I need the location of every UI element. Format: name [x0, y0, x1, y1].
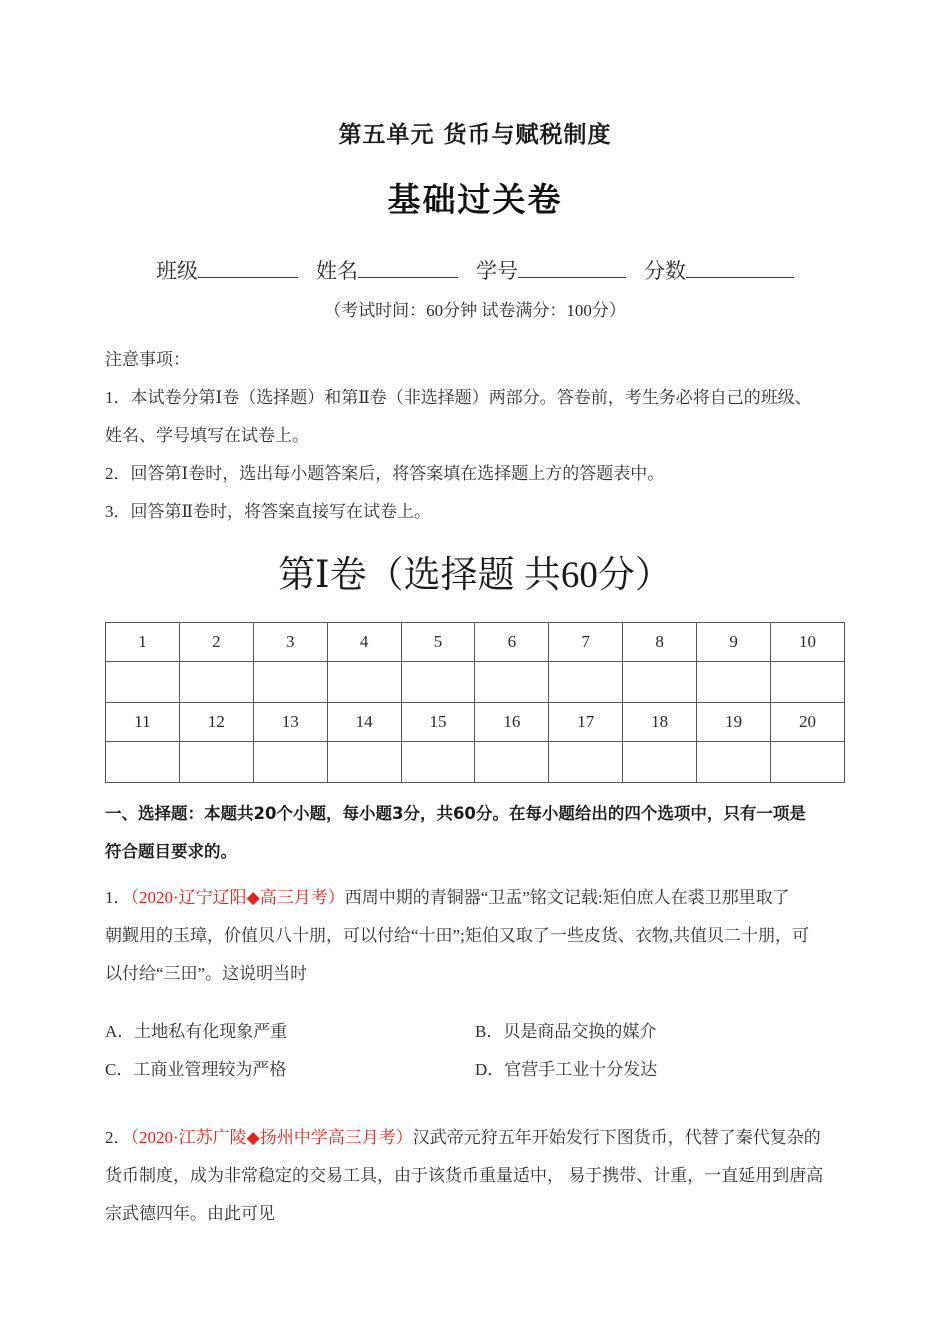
question-1-option-b[interactable]: B．贝是商品交换的媒介	[475, 1022, 657, 1042]
question-2-number: 2．	[105, 1128, 131, 1148]
table-cell: 1	[106, 623, 180, 662]
answer-cell[interactable]	[179, 662, 253, 703]
answer-sheet-table	[105, 622, 845, 783]
question-1-stem-part-1: 西周中期的青铜器“卫盂”铭文记载:矩伯庶人在裘卫那里取了	[344, 888, 790, 908]
question-1-number: 1．	[105, 888, 131, 908]
notes-item-1-line-1: 1．本试卷分第Ⅰ卷（选择题）和第Ⅱ卷（非选择题）两部分。答卷前，考生务必将自己的班级、	[105, 388, 812, 408]
answer-cell[interactable]	[106, 742, 180, 783]
answer-cell[interactable]	[401, 742, 475, 783]
question-2	[105, 1119, 845, 1233]
table-cell: 2	[179, 623, 253, 662]
score-label: 分数	[644, 259, 686, 284]
answer-cell[interactable]	[253, 662, 327, 703]
question-1-options-row-2	[105, 1051, 845, 1089]
answer-cell[interactable]	[549, 742, 623, 783]
question-2-line-3: 宗武德四年。由此可见	[105, 1204, 275, 1224]
question-1-line-1	[105, 879, 845, 917]
table-cell: 9	[697, 623, 771, 662]
class-blank[interactable]	[198, 260, 298, 278]
question-2-stem-part-1: 汉武帝元狩五年开始发行下图货币，代替了秦代复杂的	[412, 1128, 821, 1148]
answer-cell[interactable]	[623, 742, 697, 783]
table-cell: 14	[327, 703, 401, 742]
table-cell: 17	[549, 703, 623, 742]
multiple-choice-section-heading	[105, 795, 845, 871]
section-heading-line-1: 一、选择题：本题共20个小题，每小题3分，共60分。在每小题给出的四个选项中，只有一项是	[105, 804, 806, 824]
table-cell: 18	[623, 703, 697, 742]
table-row-numbers-11-20	[106, 703, 845, 742]
question-1-line-2: 朝觐用的玉璋，价值贝八十朋，可以付给“十田”;矩伯又取了一些皮货、衣物,共值贝二十朋，可	[105, 926, 810, 946]
table-cell: 4	[327, 623, 401, 662]
table-cell: 12	[179, 703, 253, 742]
score-blank[interactable]	[686, 260, 794, 278]
answer-cell[interactable]	[549, 662, 623, 703]
student-id-label: 学号	[476, 259, 518, 284]
name-label: 姓名	[316, 259, 358, 284]
question-1-option-c[interactable]: C．工商业管理较为严格	[105, 1060, 287, 1080]
answer-cell[interactable]	[697, 742, 771, 783]
question-1-options-row-1	[105, 1013, 845, 1051]
section-heading-line-2: 符合题目要求的。	[105, 842, 237, 862]
answer-cell[interactable]	[327, 742, 401, 783]
page-content	[105, 0, 845, 1233]
question-1-options	[105, 1013, 845, 1089]
question-2-line-1	[105, 1119, 845, 1157]
table-cell: 10	[771, 623, 845, 662]
question-2-line-2: 货币制度，成为非常稳定的交易工具，由于该货币重量适中， 易于携带、计重，一直延用到唐高	[105, 1166, 824, 1186]
name-blank[interactable]	[358, 260, 458, 278]
question-1-option-a[interactable]: A．土地私有化现象严重	[105, 1022, 288, 1042]
table-cell: 6	[475, 623, 549, 662]
notes-block	[105, 341, 845, 531]
answer-cell[interactable]	[771, 742, 845, 783]
table-row-numbers-1-10	[106, 623, 845, 662]
notes-heading: 注意事项：	[105, 350, 190, 370]
answer-cell[interactable]	[697, 662, 771, 703]
answer-cell[interactable]	[475, 742, 549, 783]
notes-item-3: 3．回答第Ⅱ卷时，将答案直接写在试卷上。	[105, 502, 432, 522]
class-label: 班级	[156, 259, 198, 284]
identity-fields-row	[105, 255, 845, 285]
answer-cell[interactable]	[253, 742, 327, 783]
question-1-source-tag: （2020·辽宁辽阳◆高三月考）	[130, 888, 345, 908]
question-1	[105, 879, 845, 993]
table-row-answers-11-20[interactable]	[106, 742, 845, 783]
question-1-line-3: 以付给“三田”。这说明当时	[105, 964, 308, 984]
paper-title: 基础过关卷	[387, 179, 563, 219]
notes-item-1-line-2: 姓名、学号填写在试卷上。	[105, 426, 309, 446]
table-cell: 19	[697, 703, 771, 742]
table-cell: 8	[623, 623, 697, 662]
table-cell: 7	[549, 623, 623, 662]
exam-meta: （考试时间：60分钟 试卷满分：100分）	[324, 301, 626, 321]
student-id-blank[interactable]	[518, 260, 626, 278]
table-cell: 11	[106, 703, 180, 742]
answer-cell[interactable]	[623, 662, 697, 703]
table-row-answers-1-10[interactable]	[106, 662, 845, 703]
table-cell: 5	[401, 623, 475, 662]
notes-item-2: 2．回答第Ⅰ卷时，选出每小题答案后，将答案填在选择题上方的答题表中。	[105, 464, 665, 484]
table-cell: 13	[253, 703, 327, 742]
table-cell: 20	[771, 703, 845, 742]
answer-cell[interactable]	[401, 662, 475, 703]
question-2-source-tag: （2020·江苏广陵◆扬州中学高三月考）	[130, 1128, 413, 1148]
table-cell: 3	[253, 623, 327, 662]
section-banner-part-one: 第Ⅰ卷（选择题 共60分）	[278, 555, 672, 597]
table-cell: 16	[475, 703, 549, 742]
answer-cell[interactable]	[179, 742, 253, 783]
answer-cell[interactable]	[327, 662, 401, 703]
answer-cell[interactable]	[106, 662, 180, 703]
unit-title: 第五单元 货币与赋税制度	[338, 122, 612, 148]
table-cell: 15	[401, 703, 475, 742]
question-1-option-d[interactable]: D．官营手工业十分发达	[475, 1060, 658, 1080]
answer-cell[interactable]	[475, 662, 549, 703]
answer-cell[interactable]	[771, 662, 845, 703]
